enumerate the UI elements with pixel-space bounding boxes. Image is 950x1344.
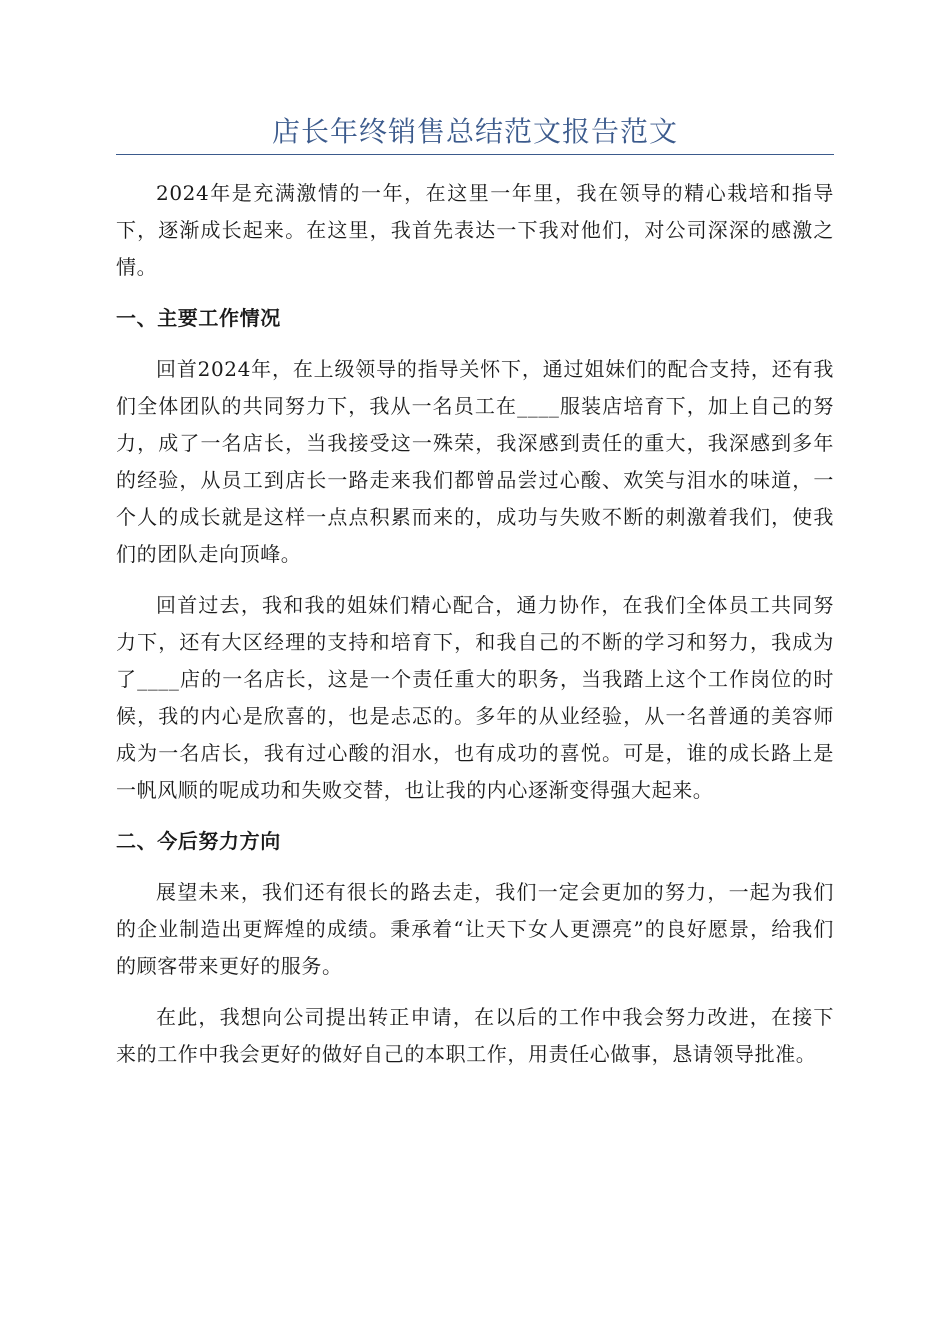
section1-paragraph: 回首2024年，在上级领导的指导关怀下，通过姐妹们的配合支持，还有我们全体团队的共同努力下，我从一名员工在____服装店培育下，加上自己的努力，成了一名店长，当我接受这一殊荣，我深感到责任的重大，我深感到多年的经验，从员工到店长一路走来我们都曾品尝过心酸、欢笑与泪水的味道，一个人的成长就是这样一点点积累而来的，成功与失败不断的刺激着我们，使我们的团队走向顶峰。 <box>116 357 834 566</box>
intro-paragraph: 2024年是充满激情的一年，在这里一年里，我在领导的精心栽培和指导下，逐渐成长起来。在这里，我首先表达一下我对他们，对公司深深的感激之情。 <box>116 181 834 279</box>
document-title: 店长年终销售总结范文报告范文 <box>271 115 678 148</box>
section-heading-main-work: 一、主要工作情况 <box>116 306 281 330</box>
title-block <box>116 112 834 155</box>
document-body <box>116 175 834 1073</box>
section2-paragraph: 展望未来，我们还有很长的路去走，我们一定会更加的努力，一起为我们的企业制造出更辉煌的成绩。秉承着“让天下女人更漂亮”的良好愿景，给我们的顾客带来更好的服务。 <box>116 880 834 978</box>
section2-paragraph: 在此，我想向公司提出转正申请，在以后的工作中我会努力改进，在接下来的工作中我会更好的做好自己的本职工作，用责任心做事，恳请领导批准。 <box>116 1005 834 1066</box>
section-heading-future-direction: 二、今后努力方向 <box>116 829 281 853</box>
section1-paragraph: 回首过去，我和我的姐妹们精心配合，通力协作，在我们全体员工共同努力下，还有大区经理的支持和培育下，和我自己的不断的学习和努力，我成为了____店的一名店长，这是一个责任重大的职务，当我踏上这个工作岗位的时候，我的内心是欣喜的，也是忐忑的。多年的从业经验，从一名普通的美容师成为一名店长，我有过心酸的泪水，也有成功的喜悦。可是，谁的成长路上是一帆风顺的呢成功和失败交替，也让我的内心逐渐变得强大起来。 <box>116 593 834 802</box>
document-page <box>116 112 834 1087</box>
